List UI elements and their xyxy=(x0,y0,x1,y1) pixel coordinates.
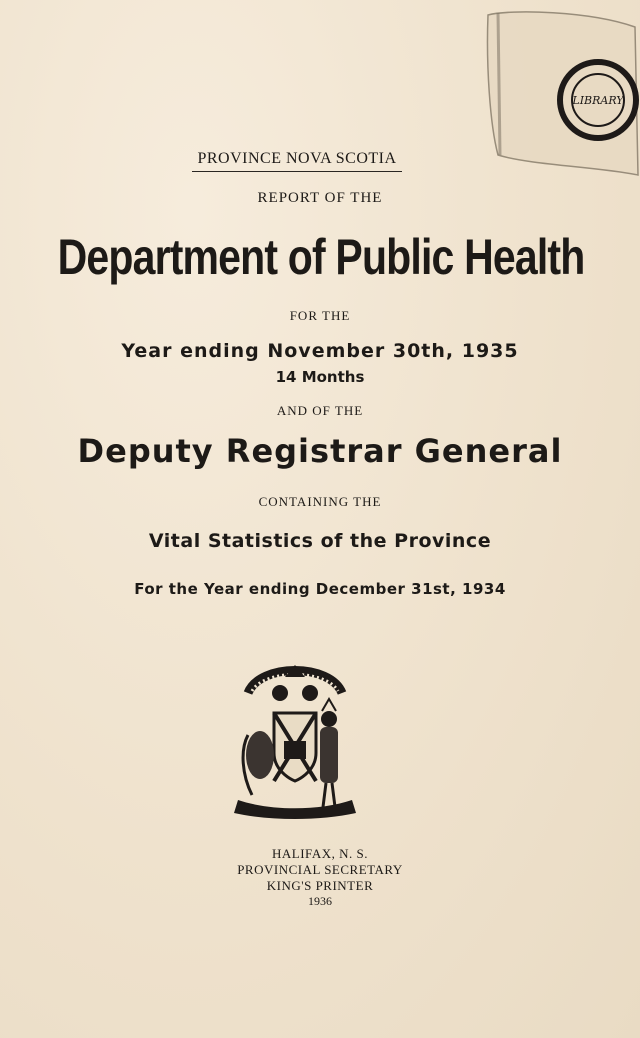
report-of-the-label: REPORT OF THE xyxy=(257,190,383,206)
imprint-city: HALIFAX, N. S. xyxy=(272,846,368,861)
containing-the-label: CONTAINING THE xyxy=(258,494,382,509)
for-year-heading: For the Year ending December 31st, 1934 xyxy=(134,580,506,598)
for-the-label: FOR THE xyxy=(289,308,351,323)
imprint-year: 1936 xyxy=(308,894,332,908)
library-stamp-icon xyxy=(470,5,640,180)
imprint-printer: KING'S PRINTER xyxy=(266,878,374,893)
deputy-registrar-title: Deputy Registrar General xyxy=(77,432,563,470)
imprint-secretary: PROVINCIAL SECRETARY xyxy=(237,862,403,877)
coat-of-arms-icon xyxy=(230,655,360,820)
year-ending-heading: Year ending November 30th, 1935 xyxy=(121,340,519,362)
months-subheading: 14 Months xyxy=(275,368,365,386)
vital-statistics-heading: Vital Statistics of the Province xyxy=(148,530,492,552)
department-title: Department of Public Health xyxy=(57,229,585,285)
svg-text:LIBRARY: LIBRARY xyxy=(572,94,624,107)
province-heading: PROVINCE NOVA SCOTIA xyxy=(192,150,402,172)
and-of-the-label: AND OF THE xyxy=(276,403,364,418)
